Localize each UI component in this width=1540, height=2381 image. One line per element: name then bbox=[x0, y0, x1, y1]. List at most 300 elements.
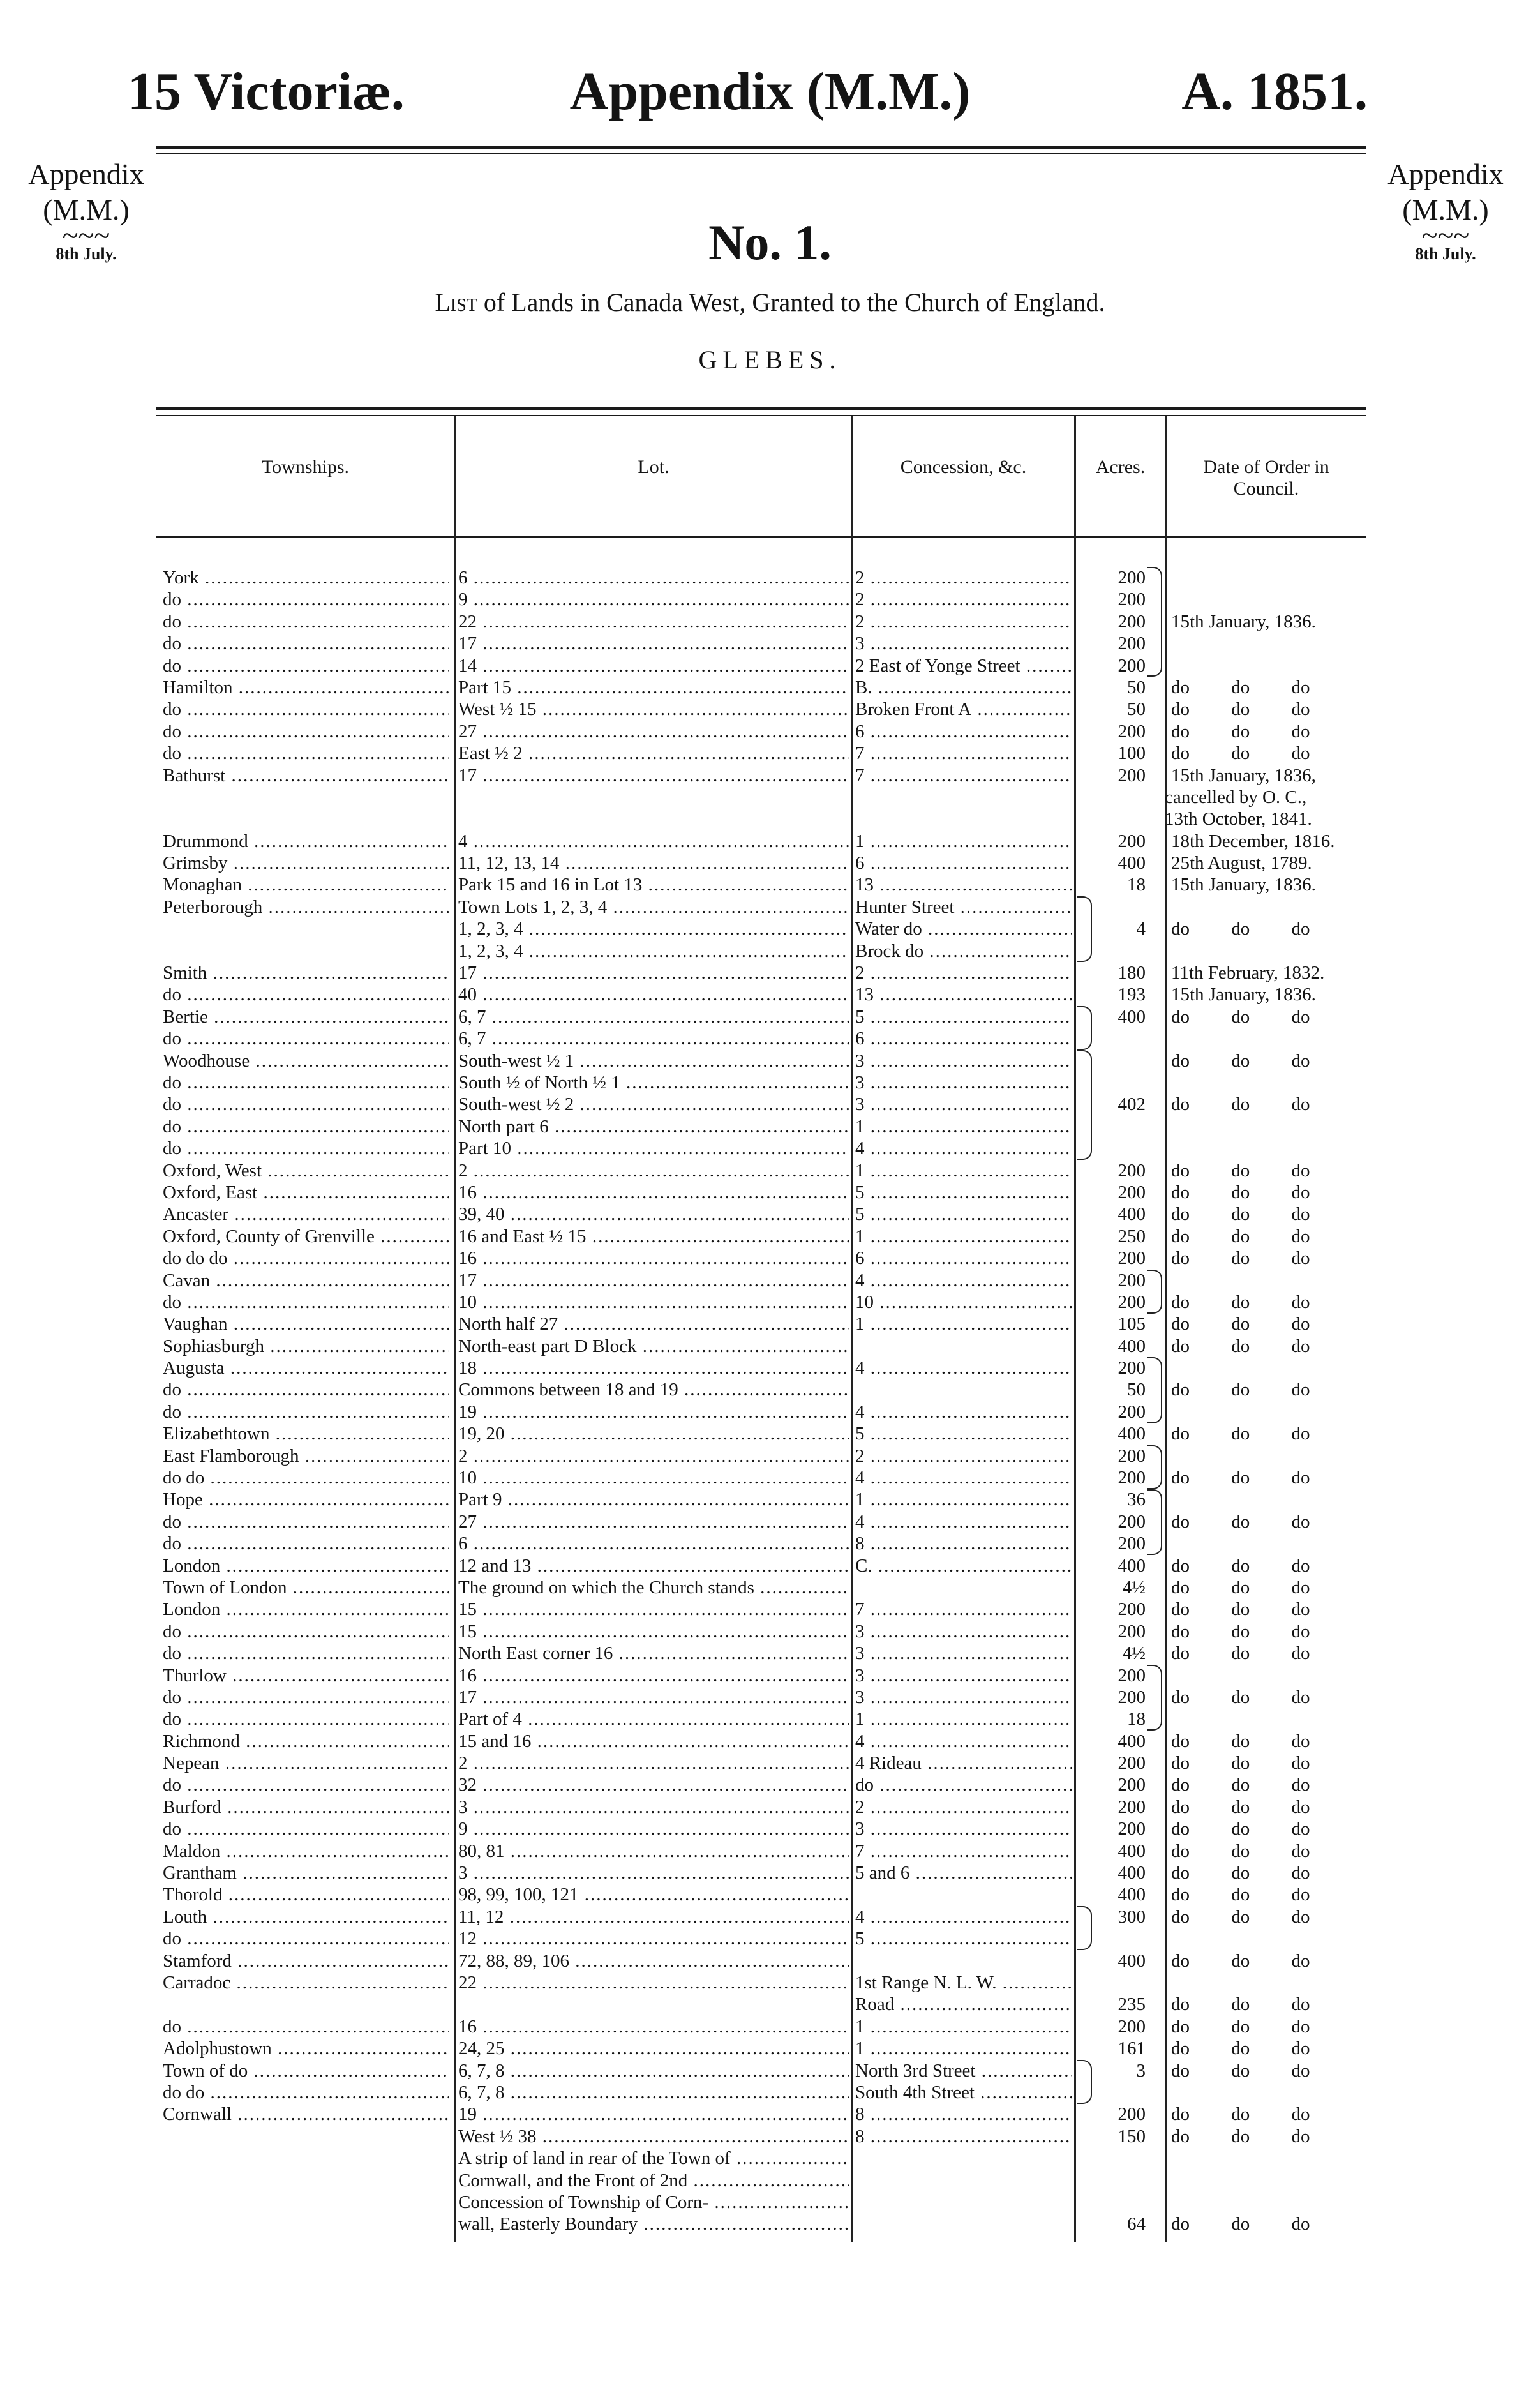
table-row bbox=[0, 808, 1540, 830]
date-cell: do do do bbox=[1171, 1884, 1310, 1905]
township-cell: Sophiasburgh ..... bbox=[163, 1335, 449, 1357]
acres-cell: 200 bbox=[1118, 1533, 1146, 1554]
document-title-rest: of Lands in Canada West, Granted to the Church of England. bbox=[477, 288, 1105, 317]
township-cell: Vaughan ..... bbox=[163, 1313, 449, 1335]
table-row bbox=[0, 852, 1540, 874]
township-cell: London ..... bbox=[163, 1598, 449, 1620]
concession-cell: 3 ..... bbox=[855, 1621, 1072, 1642]
lot-cell: 14 ..... bbox=[458, 655, 849, 677]
table-row bbox=[0, 962, 1540, 984]
acres-cell: 105 bbox=[1118, 1314, 1146, 1335]
concession-cell: 4 ..... bbox=[855, 1906, 1072, 1928]
township-cell: York ..... bbox=[163, 567, 449, 589]
date-cell: do do do bbox=[1171, 1314, 1310, 1335]
table-row bbox=[0, 1226, 1540, 1247]
lot-cell: 6, 7 ..... bbox=[458, 1028, 849, 1049]
township-cell: do ..... bbox=[163, 698, 449, 720]
table-row bbox=[0, 2126, 1540, 2147]
township-cell: Ancaster ..... bbox=[163, 1203, 449, 1225]
column-header-date-line2: Council. bbox=[1233, 478, 1299, 499]
table-row bbox=[0, 633, 1540, 654]
date-cell: do do do bbox=[1171, 1686, 1310, 1708]
table-row bbox=[0, 1774, 1540, 1796]
date-cell: do do do bbox=[1171, 2214, 1310, 2235]
lot-cell: 19, 20 ..... bbox=[458, 1423, 849, 1445]
lot-cell: 15 ..... bbox=[458, 1598, 849, 1620]
township-cell: Woodhouse ..... bbox=[163, 1050, 449, 1072]
lot-cell: 3 ..... bbox=[458, 1862, 849, 1884]
concession-cell: 2 ..... bbox=[855, 1445, 1072, 1467]
table-row bbox=[0, 1357, 1540, 1379]
township-cell: do ..... bbox=[163, 984, 449, 1005]
acres-cell: 200 bbox=[1118, 1511, 1146, 1532]
date-cell: do do do bbox=[1171, 919, 1310, 940]
date-cell: do do do bbox=[1171, 1796, 1310, 1817]
township-cell: do ..... bbox=[163, 1138, 449, 1159]
date-cell: do do do bbox=[1171, 1335, 1310, 1356]
concession-cell: 2 East of Yonge Street ..... bbox=[855, 655, 1072, 677]
township-cell: Drummond ..... bbox=[163, 830, 449, 852]
township-cell: do ..... bbox=[163, 1686, 449, 1708]
date-cell: do do do bbox=[1171, 1050, 1310, 1071]
table-row bbox=[0, 1072, 1540, 1093]
acres-cell: 250 bbox=[1118, 1226, 1146, 1247]
lot-cell: The ground on which the Church stands ..... bbox=[458, 1577, 849, 1598]
date-cell: do do do bbox=[1171, 677, 1310, 698]
lot-cell: 15 ..... bbox=[458, 1621, 849, 1642]
section-heading: GLEBES. bbox=[698, 345, 842, 374]
table-row bbox=[0, 984, 1540, 1005]
table-row bbox=[0, 1467, 1540, 1489]
table-row bbox=[0, 1686, 1540, 1708]
table-row bbox=[0, 1203, 1540, 1225]
table-row bbox=[0, 655, 1540, 677]
table-row bbox=[0, 1818, 1540, 1840]
acres-cell: 402 bbox=[1118, 1094, 1146, 1115]
township-cell: Town of do ..... bbox=[163, 2060, 449, 2082]
table-row bbox=[0, 1270, 1540, 1291]
township-cell: Grimsby ..... bbox=[163, 852, 449, 874]
document-title-lead: List bbox=[435, 288, 477, 317]
table-row bbox=[0, 2060, 1540, 2082]
date-cell: do do do bbox=[1171, 1248, 1310, 1269]
concession-cell: 1 ..... bbox=[855, 1708, 1072, 1730]
date-cell: do do do bbox=[1171, 1423, 1310, 1445]
table-row bbox=[0, 1862, 1540, 1884]
table-row bbox=[0, 1445, 1540, 1467]
lot-cell: South ½ of North ½ 1 ..... bbox=[458, 1072, 849, 1093]
date-cell: do do do bbox=[1171, 1511, 1310, 1532]
date-cell: do do do bbox=[1171, 1555, 1310, 1576]
table-top-rule-thick bbox=[156, 407, 1366, 410]
concession-cell: 4 ..... bbox=[855, 1731, 1072, 1752]
date-cell: 18th December, 1816. bbox=[1171, 830, 1335, 852]
lot-cell: 1, 2, 3, 4 ..... bbox=[458, 940, 849, 962]
township-cell: Oxford, County of Grenville ..... bbox=[163, 1226, 449, 1247]
date-cell: do do do bbox=[1171, 1775, 1310, 1796]
lot-cell: 16 ..... bbox=[458, 1182, 849, 1203]
table-row bbox=[0, 2170, 1540, 2191]
lot-cell: A strip of land in rear of the Town of ..... bbox=[458, 2147, 849, 2169]
grouping-brace bbox=[1077, 2060, 1092, 2104]
lot-cell: 17 ..... bbox=[458, 1686, 849, 1708]
acres-cell: 400 bbox=[1118, 1555, 1146, 1576]
concession-cell: 7 ..... bbox=[855, 742, 1072, 764]
acres-cell: 200 bbox=[1118, 1445, 1146, 1466]
table-head-rule bbox=[156, 536, 1366, 538]
township-cell: do ..... bbox=[163, 589, 449, 610]
grouping-brace bbox=[1147, 1270, 1162, 1314]
acres-cell: 50 bbox=[1127, 1379, 1146, 1401]
acres-cell: 400 bbox=[1118, 1731, 1146, 1752]
date-cell: 11th February, 1832. bbox=[1171, 963, 1325, 984]
table-row bbox=[0, 698, 1540, 720]
date-cell: 15th January, 1836, bbox=[1171, 765, 1316, 786]
date-cell: do do do bbox=[1171, 1621, 1310, 1642]
column-header-date bbox=[1167, 456, 1366, 500]
township-cell: Smith ..... bbox=[163, 962, 449, 984]
acres-cell: 200 bbox=[1118, 1182, 1146, 1203]
lot-cell: 2 ..... bbox=[458, 1160, 849, 1182]
acres-cell: 4 bbox=[1136, 919, 1146, 940]
lot-cell: 80, 81 ..... bbox=[458, 1840, 849, 1862]
lot-cell: Town Lots 1, 2, 3, 4 ..... bbox=[458, 896, 849, 918]
date-cell: do do do bbox=[1171, 1182, 1310, 1203]
township-cell: Hamilton ..... bbox=[163, 677, 449, 698]
concession-cell: 7 ..... bbox=[855, 1598, 1072, 1620]
grouping-brace bbox=[1077, 1906, 1092, 1950]
concession-cell: 7 ..... bbox=[855, 765, 1072, 786]
table-row bbox=[0, 1533, 1540, 1554]
acres-cell: 161 bbox=[1118, 2038, 1146, 2059]
table-row bbox=[0, 677, 1540, 698]
acres-cell: 200 bbox=[1118, 567, 1146, 588]
concession-cell: 1st Range N. L. W. ..... bbox=[855, 1972, 1072, 1994]
acres-cell: 400 bbox=[1118, 1423, 1146, 1445]
concession-cell: 1 ..... bbox=[855, 1160, 1072, 1182]
acres-cell: 200 bbox=[1118, 1599, 1146, 1620]
township-cell: Hope ..... bbox=[163, 1489, 449, 1510]
lot-cell: Park 15 and 16 in Lot 13 ..... bbox=[458, 874, 849, 896]
concession-cell: 3 ..... bbox=[855, 633, 1072, 654]
concession-cell: 2 ..... bbox=[855, 611, 1072, 633]
table-row bbox=[0, 1708, 1540, 1730]
township-cell: do do ..... bbox=[163, 1467, 449, 1489]
concession-cell: 4 ..... bbox=[855, 1357, 1072, 1379]
township-cell: do ..... bbox=[163, 1401, 449, 1423]
township-cell: do ..... bbox=[163, 1379, 449, 1401]
acres-cell: 400 bbox=[1118, 1863, 1146, 1884]
township-cell: Cornwall ..... bbox=[163, 2103, 449, 2125]
acres-cell: 200 bbox=[1118, 1686, 1146, 1708]
concession-cell: 1 ..... bbox=[855, 1226, 1072, 1247]
concession-cell: 4 ..... bbox=[855, 1401, 1072, 1423]
concession-cell: South 4th Street ..... bbox=[855, 2082, 1072, 2103]
concession-cell: C. ..... bbox=[855, 1555, 1072, 1577]
concession-cell: 6 ..... bbox=[855, 721, 1072, 742]
table-row bbox=[0, 1731, 1540, 1752]
column-header-lot: Lot. bbox=[638, 456, 669, 477]
acres-cell: 200 bbox=[1118, 2016, 1146, 2037]
concession-cell: 3 ..... bbox=[855, 1642, 1072, 1664]
acres-cell: 200 bbox=[1118, 1753, 1146, 1774]
table-row bbox=[0, 1006, 1540, 1028]
date-cell: do do do bbox=[1171, 1840, 1310, 1861]
township-cell: do ..... bbox=[163, 1028, 449, 1049]
township-cell: Elizabethtown ..... bbox=[163, 1423, 449, 1445]
table-row bbox=[0, 1138, 1540, 1159]
table-row bbox=[0, 1401, 1540, 1423]
table-row bbox=[0, 1423, 1540, 1445]
township-cell: do ..... bbox=[163, 742, 449, 764]
table-row bbox=[0, 1598, 1540, 1620]
acres-cell: 400 bbox=[1118, 1335, 1146, 1356]
lot-cell: 22 ..... bbox=[458, 611, 849, 633]
table-row bbox=[0, 1972, 1540, 1994]
table-row bbox=[0, 2038, 1540, 2059]
township-cell: London ..... bbox=[163, 1555, 449, 1577]
date-cell: do do do bbox=[1171, 1753, 1310, 1774]
township-cell: Thorold ..... bbox=[163, 1884, 449, 1905]
table-row bbox=[0, 1335, 1540, 1357]
concession-cell: 3 ..... bbox=[855, 1050, 1072, 1072]
concession-cell: 5 ..... bbox=[855, 1928, 1072, 1949]
concession-cell: Water do ..... bbox=[855, 918, 1072, 940]
lot-cell: West ½ 15 ..... bbox=[458, 698, 849, 720]
lot-cell: Part 10 ..... bbox=[458, 1138, 849, 1159]
acres-cell: 18 bbox=[1127, 875, 1146, 896]
table-row bbox=[0, 1313, 1540, 1335]
table-row bbox=[0, 1489, 1540, 1510]
table-row bbox=[0, 1994, 1540, 2015]
concession-cell: 2 ..... bbox=[855, 567, 1072, 589]
concession-cell: 2 ..... bbox=[855, 589, 1072, 610]
acres-cell: 200 bbox=[1118, 1160, 1146, 1181]
lot-cell: 15 and 16 ..... bbox=[458, 1731, 849, 1752]
concession-cell: 5 ..... bbox=[855, 1006, 1072, 1028]
table-top-rule-thin bbox=[156, 415, 1366, 416]
acres-cell: 200 bbox=[1118, 1819, 1146, 1840]
date-cell: do do do bbox=[1171, 1643, 1310, 1664]
concession-cell: 4 ..... bbox=[855, 1467, 1072, 1489]
township-cell: Thurlow ..... bbox=[163, 1665, 449, 1686]
concession-cell: 13 ..... bbox=[855, 984, 1072, 1005]
table-row bbox=[0, 1950, 1540, 1972]
concession-cell: 5 ..... bbox=[855, 1203, 1072, 1225]
acres-cell: 200 bbox=[1118, 721, 1146, 742]
lot-cell: 19 ..... bbox=[458, 1401, 849, 1423]
lot-cell: North half 27 ..... bbox=[458, 1313, 849, 1335]
date-cell: do do do bbox=[1171, 1577, 1310, 1598]
concession-cell: 5 ..... bbox=[855, 1423, 1072, 1445]
date-cell: 15th January, 1836. bbox=[1171, 984, 1316, 1005]
concession-cell: 6 ..... bbox=[855, 1028, 1072, 1049]
concession-cell: Brock do ..... bbox=[855, 940, 1072, 962]
acres-cell: 64 bbox=[1127, 2214, 1146, 2235]
lot-cell: Cornwall, and the Front of 2nd ..... bbox=[458, 2170, 849, 2191]
grouping-brace bbox=[1147, 567, 1162, 677]
acres-cell: 193 bbox=[1118, 984, 1146, 1005]
lot-cell: Part 9 ..... bbox=[458, 1489, 849, 1510]
acres-cell: 200 bbox=[1118, 1248, 1146, 1269]
grouping-brace bbox=[1077, 896, 1092, 962]
table-row bbox=[0, 2213, 1540, 2235]
date-cell: do do do bbox=[1171, 1226, 1310, 1247]
lot-cell: Concession of Township of Corn- ..... bbox=[458, 2191, 849, 2213]
concession-cell: 3 ..... bbox=[855, 1686, 1072, 1708]
date-cell: do do do bbox=[1171, 1950, 1310, 1971]
table-row bbox=[0, 2103, 1540, 2125]
township-cell: do do do ..... bbox=[163, 1247, 449, 1269]
lot-cell: Part of 4 ..... bbox=[458, 1708, 849, 1730]
concession-cell: 8 ..... bbox=[855, 2126, 1072, 2147]
acres-cell: 400 bbox=[1118, 1204, 1146, 1225]
concession-cell: North 3rd Street ..... bbox=[855, 2060, 1072, 2082]
acres-cell: 200 bbox=[1118, 1291, 1146, 1312]
township-cell: do ..... bbox=[163, 633, 449, 654]
acres-cell: 200 bbox=[1118, 765, 1146, 786]
township-cell: Carradoc ..... bbox=[163, 1972, 449, 1994]
concession-cell: 7 ..... bbox=[855, 1840, 1072, 1862]
lot-cell: 22 ..... bbox=[458, 1972, 849, 1994]
acres-cell: 4½ bbox=[1122, 1643, 1146, 1664]
table-row bbox=[0, 567, 1540, 589]
table-row bbox=[0, 1928, 1540, 1949]
lot-cell: 3 ..... bbox=[458, 1796, 849, 1818]
concession-cell: 5 ..... bbox=[855, 1182, 1072, 1203]
lot-cell: 24, 25 ..... bbox=[458, 2038, 849, 2059]
date-cell: 15th January, 1836. bbox=[1171, 875, 1316, 896]
acres-cell: 200 bbox=[1118, 1270, 1146, 1291]
date-cell: do do do bbox=[1171, 1994, 1310, 2015]
table-row bbox=[0, 1577, 1540, 1598]
table-row bbox=[0, 1621, 1540, 1642]
acres-cell: 235 bbox=[1118, 1994, 1146, 2015]
township-cell: do ..... bbox=[163, 721, 449, 742]
acres-cell: 200 bbox=[1118, 1775, 1146, 1796]
concession-cell: 1 ..... bbox=[855, 2038, 1072, 2059]
acres-cell: 4½ bbox=[1122, 1577, 1146, 1598]
document-title bbox=[0, 287, 1540, 317]
lot-cell: 18 ..... bbox=[458, 1357, 849, 1379]
acres-cell: 200 bbox=[1118, 1621, 1146, 1642]
date-cell: do do do bbox=[1171, 2016, 1310, 2037]
concession-cell: do ..... bbox=[855, 1774, 1072, 1796]
lot-cell: 16 and East ½ 15 ..... bbox=[458, 1226, 849, 1247]
township-cell: Grantham ..... bbox=[163, 1862, 449, 1884]
township-cell: do ..... bbox=[163, 655, 449, 677]
grouping-brace bbox=[1077, 1050, 1092, 1160]
lot-cell: 17 ..... bbox=[458, 962, 849, 984]
date-cell: do do do bbox=[1171, 1731, 1310, 1752]
date-cell: do do do bbox=[1171, 2038, 1310, 2059]
acres-cell: 36 bbox=[1127, 1489, 1146, 1510]
township-cell: Peterborough ..... bbox=[163, 896, 449, 918]
concession-cell: 3 ..... bbox=[855, 1072, 1072, 1093]
township-cell: Maldon ..... bbox=[163, 1840, 449, 1862]
acres-cell: 400 bbox=[1118, 1950, 1146, 1971]
lot-cell: 6, 7 ..... bbox=[458, 1006, 849, 1028]
lot-cell: wall, Easterly Boundary ..... bbox=[458, 2213, 849, 2235]
date-cell: do do do bbox=[1171, 1599, 1310, 1620]
acres-cell: 200 bbox=[1118, 2104, 1146, 2125]
acres-cell: 400 bbox=[1118, 1840, 1146, 1861]
header-appendix: Appendix (M.M.) bbox=[569, 62, 971, 121]
margin-note-title: Appendix bbox=[1387, 158, 1504, 190]
township-cell: Burford ..... bbox=[163, 1796, 449, 1818]
concession-cell: 6 ..... bbox=[855, 852, 1072, 874]
lot-cell: 10 ..... bbox=[458, 1467, 849, 1489]
township-cell: Nepean ..... bbox=[163, 1752, 449, 1774]
date-cell: do do do bbox=[1171, 1379, 1310, 1401]
table-row bbox=[0, 896, 1540, 918]
concession-cell: Hunter Street ..... bbox=[855, 896, 1072, 918]
township-cell: do ..... bbox=[163, 1116, 449, 1138]
date-cell: do do do bbox=[1171, 1468, 1310, 1489]
header-rule-thick bbox=[156, 146, 1366, 149]
lot-cell: 72, 88, 89, 106 ..... bbox=[458, 1950, 849, 1972]
concession-cell: 3 ..... bbox=[855, 1818, 1072, 1840]
margin-note-ornament: ~~~ bbox=[1421, 219, 1470, 252]
table-row bbox=[0, 2016, 1540, 2038]
grouping-brace bbox=[1147, 1445, 1162, 1489]
date-cell: do do do bbox=[1171, 721, 1310, 742]
margin-note-title: Appendix bbox=[28, 158, 144, 190]
lot-cell: 16 ..... bbox=[458, 1665, 849, 1686]
grouping-brace bbox=[1147, 1489, 1162, 1555]
table-row bbox=[0, 1555, 1540, 1577]
concession-cell: 1 ..... bbox=[855, 830, 1072, 852]
concession-cell: 13 ..... bbox=[855, 874, 1072, 896]
concession-cell: 4 ..... bbox=[855, 1270, 1072, 1291]
acres-cell: 200 bbox=[1118, 1358, 1146, 1379]
lot-cell: 39, 40 ..... bbox=[458, 1203, 849, 1225]
table-row bbox=[0, 2191, 1540, 2213]
township-cell: East Flamborough ..... bbox=[163, 1445, 449, 1467]
document-number: No. 1. bbox=[708, 214, 832, 270]
grouping-brace bbox=[1147, 1357, 1162, 1423]
table-row bbox=[0, 874, 1540, 896]
concession-cell: 1 ..... bbox=[855, 1489, 1072, 1510]
township-cell: Stamford ..... bbox=[163, 1950, 449, 1972]
township-cell: do do ..... bbox=[163, 2082, 449, 2103]
lot-cell: North part 6 ..... bbox=[458, 1116, 849, 1138]
table-row bbox=[0, 611, 1540, 633]
lot-cell: 16 ..... bbox=[458, 2016, 849, 2038]
table-row bbox=[0, 1840, 1540, 1862]
date-cell: do do do bbox=[1171, 743, 1310, 764]
table-row bbox=[0, 918, 1540, 940]
lot-cell: 17 ..... bbox=[458, 765, 849, 786]
concession-cell: 6 ..... bbox=[855, 1247, 1072, 1269]
lot-cell: 27 ..... bbox=[458, 1511, 849, 1533]
column-header-date-line1: Date of Order in bbox=[1203, 456, 1329, 477]
acres-cell: 50 bbox=[1127, 699, 1146, 720]
lot-cell: 6, 7, 8 ..... bbox=[458, 2060, 849, 2082]
acres-cell: 200 bbox=[1118, 1401, 1146, 1422]
lot-cell: 17 ..... bbox=[458, 633, 849, 654]
table-row bbox=[0, 2147, 1540, 2169]
lot-cell: Part 15 ..... bbox=[458, 677, 849, 698]
concession-cell: 2 ..... bbox=[855, 962, 1072, 984]
lot-cell: 9 ..... bbox=[458, 1818, 849, 1840]
date-cell: 13th October, 1841. bbox=[1165, 809, 1312, 830]
township-cell: do ..... bbox=[163, 1072, 449, 1093]
lot-cell: 4 ..... bbox=[458, 830, 849, 852]
column-header-townships: Townships. bbox=[261, 456, 350, 477]
lot-cell: 11, 12 ..... bbox=[458, 1906, 849, 1928]
date-cell: do do do bbox=[1171, 1819, 1310, 1840]
